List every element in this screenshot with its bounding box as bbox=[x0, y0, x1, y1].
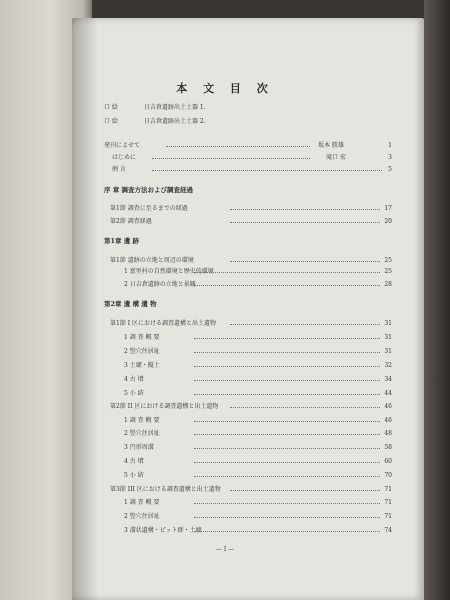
page-ref: 31 bbox=[384, 348, 392, 355]
subsection-entry bbox=[124, 348, 392, 356]
page-ref: 1 bbox=[388, 142, 392, 149]
subsection-entry bbox=[124, 527, 392, 535]
plate-text: 日吉倉遺跡出土土器 2. bbox=[144, 118, 206, 125]
section-entry-label: 第2節 II 区における調査遺構と出土遺物 bbox=[110, 403, 219, 410]
subsection-entry bbox=[124, 417, 392, 425]
dot-leader bbox=[194, 531, 380, 532]
front-entry bbox=[104, 142, 392, 150]
dot-leader bbox=[152, 158, 310, 159]
subsection-entry-label: 2 竪穴住居址 bbox=[124, 513, 160, 520]
page-ref: 71 bbox=[384, 486, 392, 493]
dot-leader bbox=[194, 352, 380, 353]
section-entry bbox=[110, 320, 392, 328]
dot-leader bbox=[230, 222, 380, 223]
subsection-entry-label: 1 調 査 概 要 bbox=[124, 499, 160, 506]
page-ref: 5 bbox=[388, 166, 392, 173]
subsection-entry-label: 1 調 査 概 要 bbox=[124, 334, 160, 341]
subsection-entry-label: 1 富里村の自然環境と歴史的環境 bbox=[124, 268, 214, 275]
page-ref: 74 bbox=[384, 527, 392, 534]
dot-leader bbox=[194, 503, 380, 504]
dot-leader bbox=[230, 407, 380, 408]
front-entry-label: 発刊によせて bbox=[104, 142, 141, 149]
page-ref: 71 bbox=[384, 513, 392, 520]
subsection-entry-label: 5 小 結 bbox=[124, 472, 144, 479]
section-entry-label: 第2節 調査経過 bbox=[110, 218, 152, 225]
dot-leader bbox=[194, 285, 380, 286]
plate-entry bbox=[104, 104, 354, 112]
dot-leader bbox=[194, 394, 380, 395]
page-ref: 58 bbox=[384, 444, 392, 451]
dot-leader bbox=[194, 366, 380, 367]
subsection-entry-label: 1 調 査 概 要 bbox=[124, 417, 160, 424]
section-entry-label: 第3節 III 区における調査遺構と出土遺物 bbox=[110, 486, 221, 493]
background-top bbox=[92, 0, 424, 18]
subsection-entry bbox=[124, 334, 392, 342]
dot-leader bbox=[230, 324, 380, 325]
subsection-entry bbox=[124, 444, 392, 452]
dot-leader bbox=[194, 338, 380, 339]
author-name: 坂本 勝雄 bbox=[318, 142, 344, 149]
page-ref: 20 bbox=[384, 218, 392, 225]
page-number: — I — bbox=[215, 546, 235, 553]
subsection-entry bbox=[124, 268, 392, 276]
page-ref: 28 bbox=[384, 281, 392, 288]
page-ref: 60 bbox=[384, 458, 392, 465]
plate-label: 口 絵 bbox=[104, 104, 118, 111]
chapter-heading: 第1章 遺 跡 bbox=[104, 237, 140, 245]
page-ref: 32 bbox=[384, 362, 392, 369]
dot-leader bbox=[230, 261, 380, 262]
subsection-entry bbox=[124, 281, 392, 289]
subsection-entry-label: 3 土壙・擬土 bbox=[124, 362, 160, 369]
subsection-entry-label: 2 竪穴住居址 bbox=[124, 348, 160, 355]
dot-leader bbox=[194, 272, 380, 273]
page-ref: 48 bbox=[384, 430, 392, 437]
dot-leader bbox=[166, 146, 310, 147]
subsection-entry-label: 3 円形周溝 bbox=[124, 444, 154, 451]
page-ref: 46 bbox=[384, 417, 392, 424]
dot-leader bbox=[152, 170, 382, 171]
page-ref: 71 bbox=[384, 499, 392, 506]
section-entry-label: 第1節 I 区における調査遺構と出土遺物 bbox=[110, 320, 217, 327]
dot-leader bbox=[230, 209, 380, 210]
dot-leader bbox=[194, 434, 380, 435]
page-ref: 31 bbox=[384, 320, 392, 327]
plate-label: 口 絵 bbox=[104, 118, 118, 125]
chapter-heading: 序 章 調査方法および調査経過 bbox=[104, 186, 194, 194]
section-entry bbox=[110, 257, 392, 265]
section-entry-label: 第1節 調査に至るまでの経過 bbox=[110, 205, 188, 212]
subsection-entry bbox=[124, 458, 392, 466]
dot-leader bbox=[194, 421, 380, 422]
page-ref: 46 bbox=[384, 403, 392, 410]
toc-title: 本 文 目 次 bbox=[176, 82, 274, 95]
subsection-entry bbox=[124, 430, 392, 438]
section-entry bbox=[110, 403, 392, 411]
subsection-entry bbox=[124, 513, 392, 521]
page-ref: 44 bbox=[384, 390, 392, 397]
chapter-heading: 第2章 遺 構 遺 物 bbox=[104, 300, 157, 308]
dot-leader bbox=[230, 490, 380, 491]
dot-leader bbox=[194, 380, 380, 381]
front-entry bbox=[112, 154, 392, 162]
section-entry bbox=[110, 486, 392, 494]
subsection-entry bbox=[124, 499, 392, 507]
subsection-entry-label: 2 竪穴住居址 bbox=[124, 430, 160, 437]
front-entry-label: はじめに bbox=[112, 154, 137, 161]
dot-leader bbox=[194, 448, 380, 449]
front-entry bbox=[112, 166, 392, 174]
page-ref: 70 bbox=[384, 472, 392, 479]
subsection-entry-label: 4 古 墳 bbox=[124, 458, 144, 465]
author-name: 滝口 宏 bbox=[326, 154, 346, 161]
page-ref: 34 bbox=[384, 376, 392, 383]
subsection-entry-label: 5 小 結 bbox=[124, 390, 144, 397]
dot-leader bbox=[194, 517, 380, 518]
page-ref: 25 bbox=[384, 268, 392, 275]
subsection-entry bbox=[124, 472, 392, 480]
plate-text: 日吉倉遺跡出土土器 1. bbox=[144, 104, 206, 111]
plate-entry bbox=[104, 118, 354, 126]
section-entry bbox=[110, 218, 392, 226]
page-ref: 17 bbox=[384, 205, 392, 212]
subsection-entry-label: 4 古 墳 bbox=[124, 376, 144, 383]
front-entry-label: 例 言 bbox=[112, 166, 126, 173]
section-entry bbox=[110, 205, 392, 213]
subsection-entry bbox=[124, 362, 392, 370]
subsection-entry bbox=[124, 376, 392, 384]
page-ref: 25 bbox=[384, 257, 392, 264]
section-entry-label: 第1節 遺跡の立地と周辺の環境 bbox=[110, 257, 194, 264]
subsection-entry-label: 3 溝状遺構・ピット群・土壙 bbox=[124, 527, 202, 534]
page-ref: 31 bbox=[384, 334, 392, 341]
dot-leader bbox=[194, 476, 380, 477]
page-ref: 3 bbox=[388, 154, 392, 161]
subsection-entry-label: 2 日吉倉遺跡の立地と景観 bbox=[124, 281, 196, 288]
subsection-entry bbox=[124, 390, 392, 398]
dot-leader bbox=[194, 462, 380, 463]
